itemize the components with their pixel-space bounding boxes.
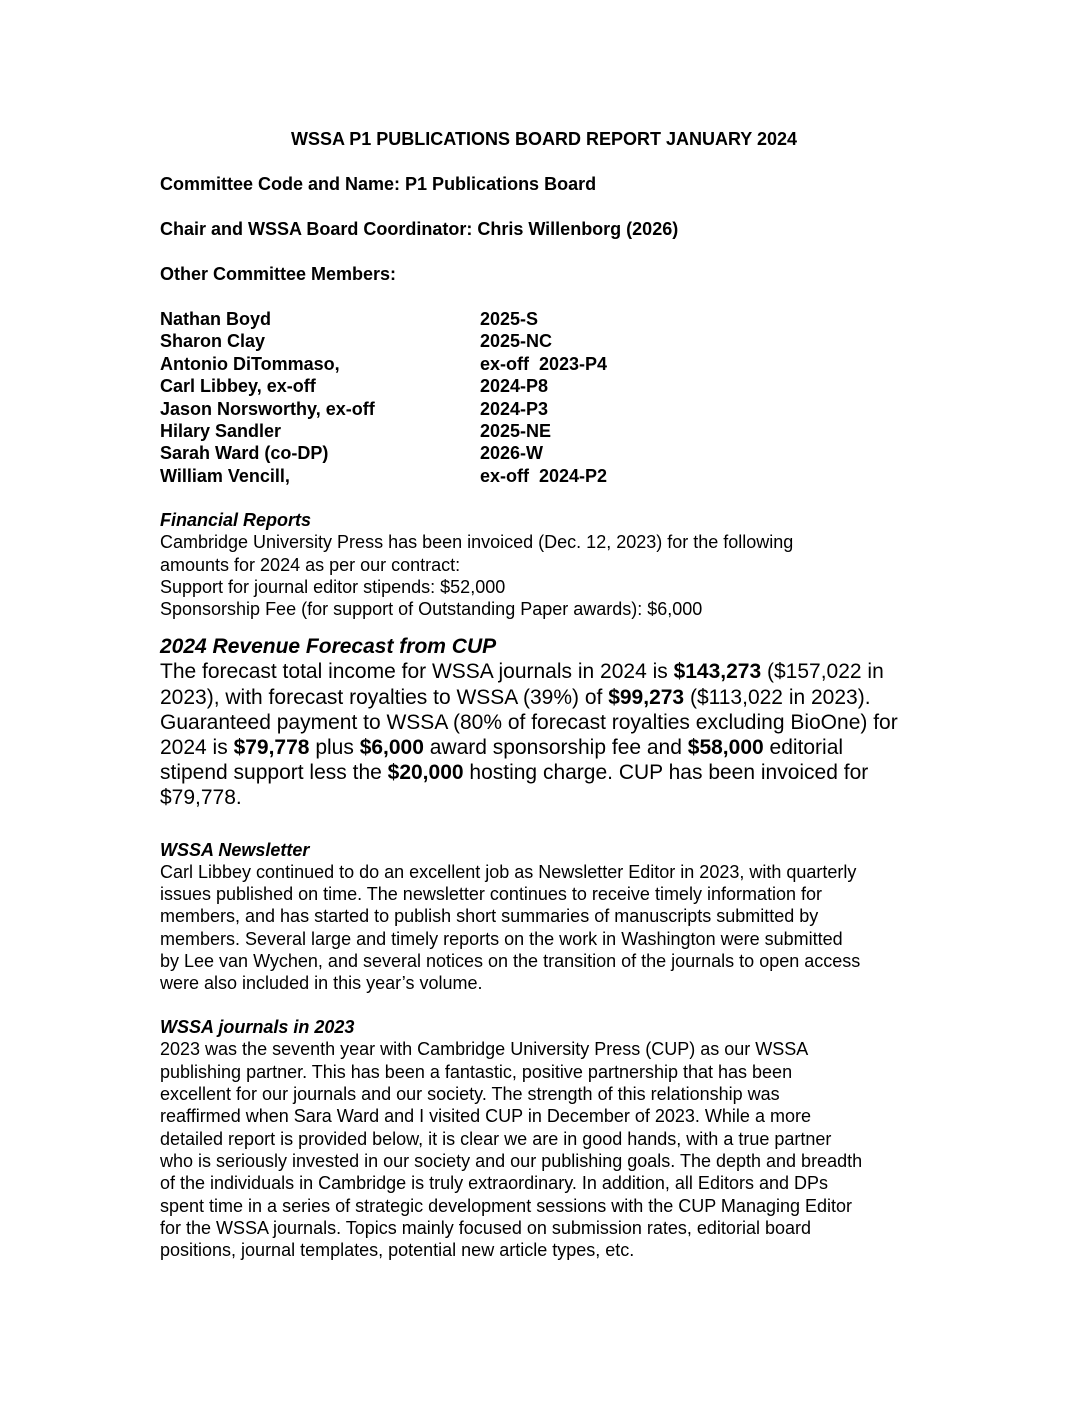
forecast-line: The forecast total income for WSSA journals in 2024 is $143,273 ($157,022 in (160, 660, 884, 684)
forecast-line: 2023), with forecast royalties to WSSA (39%) of $99,273 ($113,022 in 2023). (160, 685, 871, 709)
member-row (160, 353, 928, 375)
journals-line: spent time in a series of strategic development sessions with the CUP Managing Editor (160, 1195, 853, 1216)
member-name: Sarah Ward (co-DP) (160, 443, 329, 464)
journals-line: of the individuals in Cambridge is truly extraordinary. In addition, all Editors and DPs (160, 1173, 828, 1194)
newsletter-line: members. Several large and timely reports on the work in Washington were submitted (160, 928, 843, 949)
member-term: 2024-P8 (480, 376, 549, 397)
report-title: WSSA P1 PUBLICATIONS BOARD REPORT JANUARY 2024 (290, 129, 798, 149)
forecast-section (160, 634, 928, 810)
forecast-heading: 2024 Revenue Forecast from CUP (160, 635, 497, 659)
member-row (160, 308, 928, 330)
member-name: Nathan Boyd (160, 309, 272, 329)
journals-line: reaffirmed when Sara Ward and I visited CUP in December of 2023. While a more (160, 1106, 811, 1127)
forecast-line: $79,778. (160, 786, 242, 810)
journals-line: 2023 was the seventh year with Cambridge University Press (CUP) as our WSSA (160, 1039, 809, 1060)
journals-line: positions, journal templates, potential new article types, etc. (160, 1240, 635, 1261)
member-name: Antonio DiTommaso, (160, 353, 340, 374)
member-term: ex-off 2023-P4 (480, 353, 608, 374)
members-heading: Other Committee Members: (160, 264, 397, 284)
journals-section (160, 1016, 928, 1261)
member-term: ex-off 2024-P2 (480, 465, 608, 486)
newsletter-section (160, 839, 928, 995)
report-page (160, 128, 928, 1261)
forecast-line: Guaranteed payment to WSSA (80% of forecast royalties excluding BioOne) for (160, 710, 898, 734)
newsletter-line: by Lee van Wychen, and several notices on the transition of the journals to open access (160, 950, 861, 971)
members-list (160, 308, 928, 487)
member-row (160, 330, 928, 352)
member-name: Jason Norsworthy, ex-off (160, 398, 375, 419)
financial-line: Cambridge University Press has been invoiced (Dec. 12, 2023) for the following (160, 532, 794, 553)
member-name: Sharon Clay (160, 331, 266, 352)
financial-section (160, 509, 928, 620)
newsletter-line: were also included in this year’s volume. (160, 973, 483, 994)
journals-line: publishing partner. This has been a fantastic, positive partnership that has been (160, 1061, 793, 1082)
member-term: 2025-NC (480, 331, 553, 352)
journals-line: who is seriously invested in our society and our publishing goals. The depth and breadth (160, 1150, 863, 1171)
member-term: 2025-S (480, 309, 539, 329)
forecast-line: stipend support less the $20,000 hosting charge. CUP has been invoiced for (160, 761, 869, 785)
newsletter-line: members, and has started to publish short summaries of manuscripts submitted by (160, 906, 819, 927)
financial-line: Support for journal editor stipends: $52,000 (160, 576, 506, 597)
member-row (160, 398, 928, 420)
member-row (160, 465, 928, 487)
journals-line: detailed report is provided below, it is clear we are in good hands, with a true partner (160, 1128, 832, 1149)
newsletter-line: Carl Libbey continued to do an excellent job as Newsletter Editor in 2023, with quarterly (160, 861, 857, 882)
member-row (160, 442, 928, 464)
financial-line: Sponsorship Fee (for support of Outstanding Paper awards): $6,000 (160, 599, 703, 620)
forecast-line: 2024 is $79,778 plus $6,000 award sponsorship fee and $58,000 editorial (160, 736, 844, 760)
member-term: 2024-P3 (480, 398, 549, 419)
journals-heading: WSSA journals in 2023 (160, 1017, 355, 1038)
financial-heading: Financial Reports (160, 510, 312, 531)
member-term: 2026-W (480, 443, 544, 464)
member-name: Hilary Sandler (160, 421, 282, 442)
journals-line: excellent for our journals and our society. The strength of this relationship was (160, 1084, 780, 1105)
newsletter-heading: WSSA Newsletter (160, 839, 310, 860)
committee-line: Committee Code and Name: P1 Publications Board (160, 174, 597, 194)
chair-line: Chair and WSSA Board Coordinator: Chris Willenborg (2026) (160, 219, 679, 239)
member-row (160, 420, 928, 442)
newsletter-line: issues published on time. The newsletter continues to receive timely information for (160, 883, 822, 904)
member-term: 2025-NE (480, 421, 552, 442)
journals-line: for the WSSA journals. Topics mainly focused on submission rates, editorial board (160, 1217, 811, 1238)
member-name: Carl Libbey, ex-off (160, 376, 316, 397)
member-name: William Vencill, (160, 465, 290, 486)
financial-line: amounts for 2024 as per our contract: (160, 554, 461, 575)
member-row (160, 375, 928, 397)
